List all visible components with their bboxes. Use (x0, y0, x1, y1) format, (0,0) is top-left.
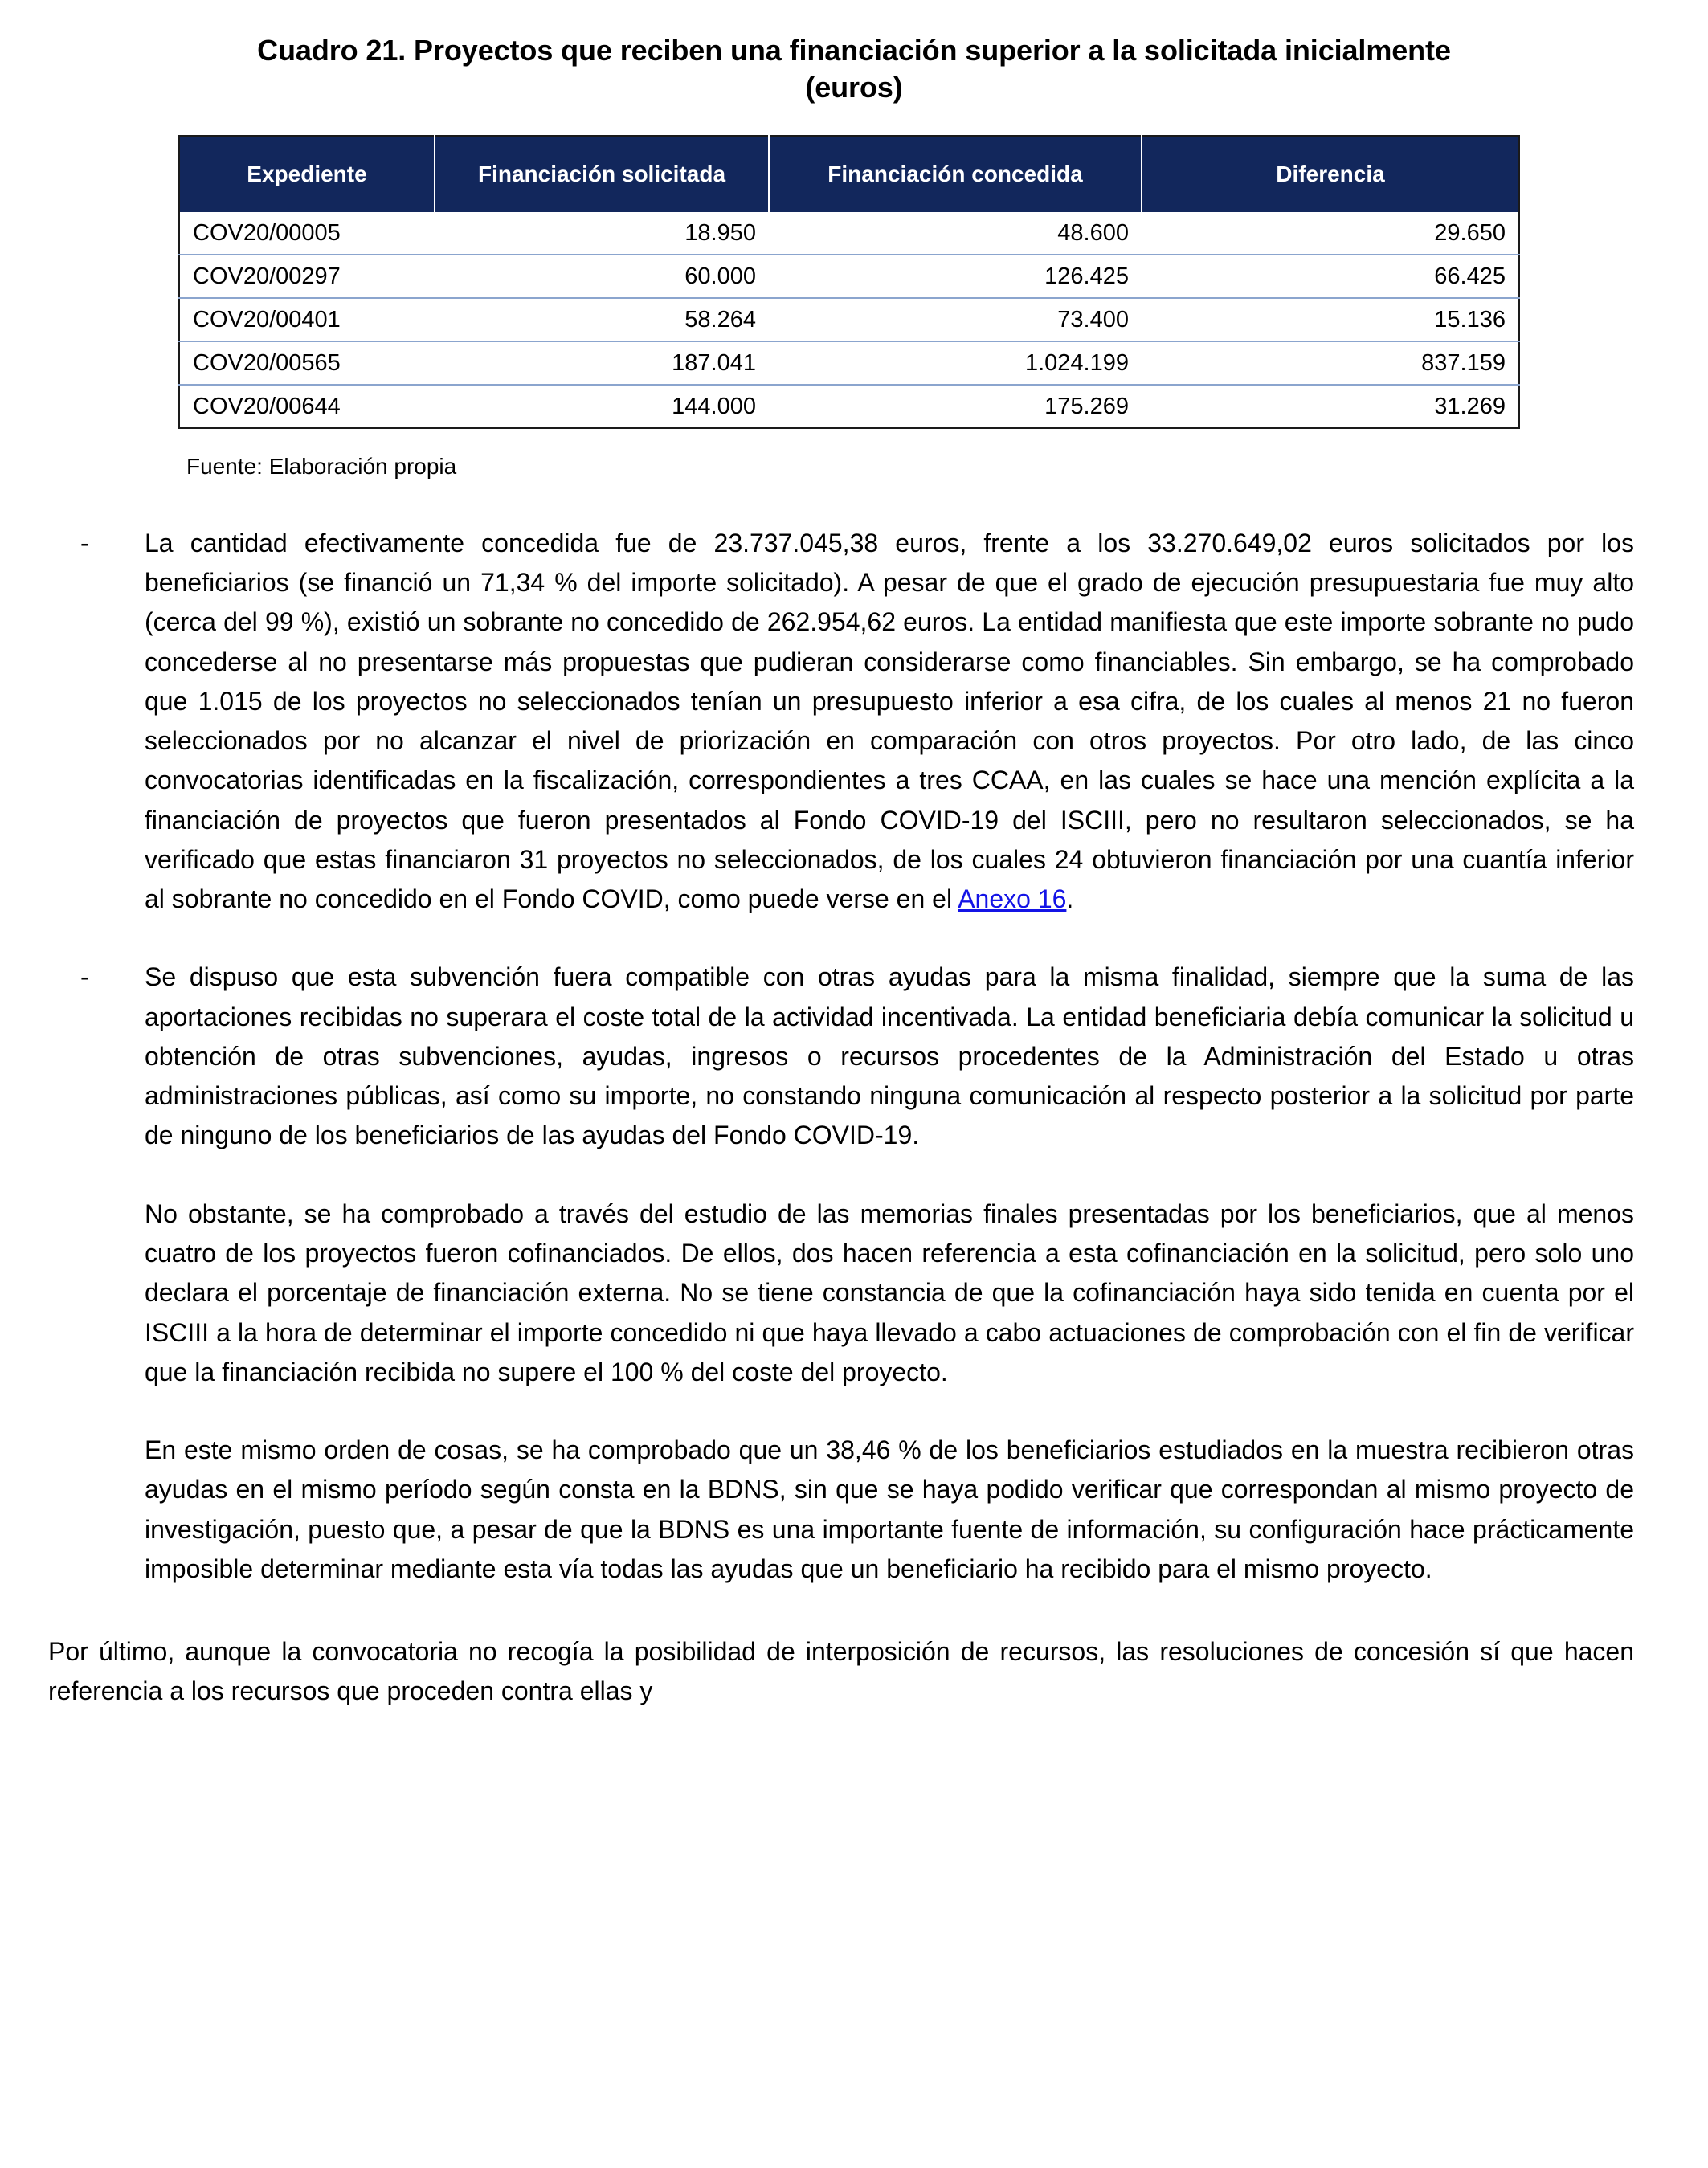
cell-concedida: 126.425 (769, 255, 1142, 298)
paragraph-resources: Por último, aunque la convocatoria no recogía la posibilidad de interposición de recursos, las resoluciones de concesión sí que hacen referencia a los recursos que proceden contra ellas y (48, 1637, 1634, 1706)
cell-diferencia: 31.269 (1142, 385, 1519, 428)
bullet-marker: - (80, 962, 89, 992)
paragraph-cofinancing: No obstante, se ha comprobado a través del estudio de las memorias finales presentadas por los beneficiarios, que al menos cuatro de los proyectos fueron cofinanciados. De ellos, dos hacen referencia a esta cofinanciación en la solicitud, pero solo uno declara el porcentaje de financiación externa. No se tiene constancia de que la cofinanciación haya sido tenida en cuenta por el ISCIII a la hora de determinar el importe concedido ni que haya llevado a cabo actuaciones de comprobación con el fin de verificar que la financiación recibida no supere el 100 % del coste del proyecto. (145, 1198, 1634, 1386)
bullet-marker: - (80, 528, 89, 557)
cell-diferencia: 66.425 (1142, 255, 1519, 298)
column-header-diferencia: Diferencia (1142, 136, 1519, 212)
table-body (179, 212, 1519, 428)
cell-concedida: 1.024.199 (769, 341, 1142, 385)
cell-solicitada: 144.000 (435, 385, 769, 428)
cell-solicitada: 60.000 (435, 255, 769, 298)
bullet-item-1 (74, 524, 1634, 920)
page-title (0, 0, 1708, 106)
table-row (179, 341, 1519, 385)
paragraph-funding-summary (145, 524, 1634, 920)
annex-16-link[interactable]: Anexo 16 (958, 884, 1067, 914)
table-row (179, 298, 1519, 341)
cell-expediente: COV20/00565 (179, 341, 435, 385)
table-header (179, 136, 1519, 212)
page-title-line-2: (euros) (805, 71, 903, 104)
paragraph-text-before-link: La cantidad efectivamente concedida fue de 23.737.045,38 euros, frente a los 33.270.649,02 euros solicitados por los beneficiarios (se financió un 71,34 % del importe solicitado). A pesar de que el grado de ejecución presupuestaria fue muy alto (cerca del 99 %), existió un sobrante no concedido de 262.954,62 euros. La entidad manifiesta que este importe sobrante no pudo concederse al no presentarse más propuestas que pudieran considerarse como financiables. Sin embargo, se ha comprobado que 1.015 de los proyectos no seleccionados tenían un presupuesto inferior a esa cifra, de los cuales al menos 21 no fueron seleccionados por no alcanzar el nivel de priorización en comparación con otros proyectos. Por otro lado, de las cinco convocatorias identificadas en la fiscalización, correspondientes a tres CCAA, en las cuales se hace una mención explícita a la financiación de proyectos que fueron presentados al Fondo COVID-19 del ISCIII, pero no resultaron seleccionados, se ha verificado que estas financiaron 31 proyectos no seleccionados, de los cuales 24 obtuvieron financiación por una cuantía inferior al sobrante no concedido en el Fondo COVID, como puede verse en el (145, 528, 1634, 914)
cell-expediente: COV20/00005 (179, 212, 435, 255)
cell-solicitada: 187.041 (435, 341, 769, 385)
bullet-item-1-body (145, 524, 1634, 920)
body-content (0, 524, 1708, 1589)
cell-diferencia: 15.136 (1142, 298, 1519, 341)
table-row (179, 212, 1519, 255)
column-header-expediente: Expediente (179, 136, 435, 212)
closing-content (0, 1632, 1708, 1712)
cell-expediente: COV20/00401 (179, 298, 435, 341)
table-row (179, 385, 1519, 428)
table-header-row (179, 136, 1519, 212)
cell-solicitada: 18.950 (435, 212, 769, 255)
table-row (179, 255, 1519, 298)
column-header-financiacion-concedida: Financiación concedida (769, 136, 1142, 212)
cell-expediente: COV20/00297 (179, 255, 435, 298)
page-title-line-1: Cuadro 21. Proyectos que reciben una financiación superior a la solicitada inicialmente (257, 34, 1451, 67)
table-container (0, 135, 1708, 429)
paragraph-bdns: En este mismo orden de cosas, se ha comprobado que un 38,46 % de los beneficiarios estudiados en la muestra recibieron otras ayudas en el mismo período según consta en la BDNS, sin que se haya podido verificar que correspondan al mismo proyecto de investigación, puesto que, a pesar de que la BDNS es una importante fuente de información, su configuración hace prácticamente imposible determinar mediante esta vía todas las ayudas que un beneficiario ha recibido para el mismo proyecto. (145, 1435, 1634, 1583)
cell-concedida: 73.400 (769, 298, 1142, 341)
financing-table (178, 135, 1520, 429)
table-source-note: Fuente: Elaboración propia (186, 454, 457, 480)
cell-diferencia: 837.159 (1142, 341, 1519, 385)
cell-concedida: 48.600 (769, 212, 1142, 255)
bullet-item-2 (74, 957, 1634, 1589)
paragraph-text-after-link: . (1066, 884, 1074, 914)
cell-diferencia: 29.650 (1142, 212, 1519, 255)
cell-solicitada: 58.264 (435, 298, 769, 341)
column-header-financiacion-solicitada: Financiación solicitada (435, 136, 769, 212)
paragraph-compatibility: Se dispuso que esta subvención fuera compatible con otras ayudas para la misma finalidad, siempre que la suma de las aportaciones recibidas no superara el coste total de la actividad incentivada. La entidad beneficiaria debía comunicar la solicitud u obtención de otras subvenciones, ayudas, ingresos o recursos procedentes de la Administración del Estado u otras administraciones públicas, así como su importe, no constando ninguna comunicación al respecto posterior a la solicitud por parte de ninguno de los beneficiarios de las ayudas del Fondo COVID-19. (145, 962, 1634, 1150)
bullet-item-2-body (145, 957, 1634, 1589)
cell-concedida: 175.269 (769, 385, 1142, 428)
cell-expediente: COV20/00644 (179, 385, 435, 428)
